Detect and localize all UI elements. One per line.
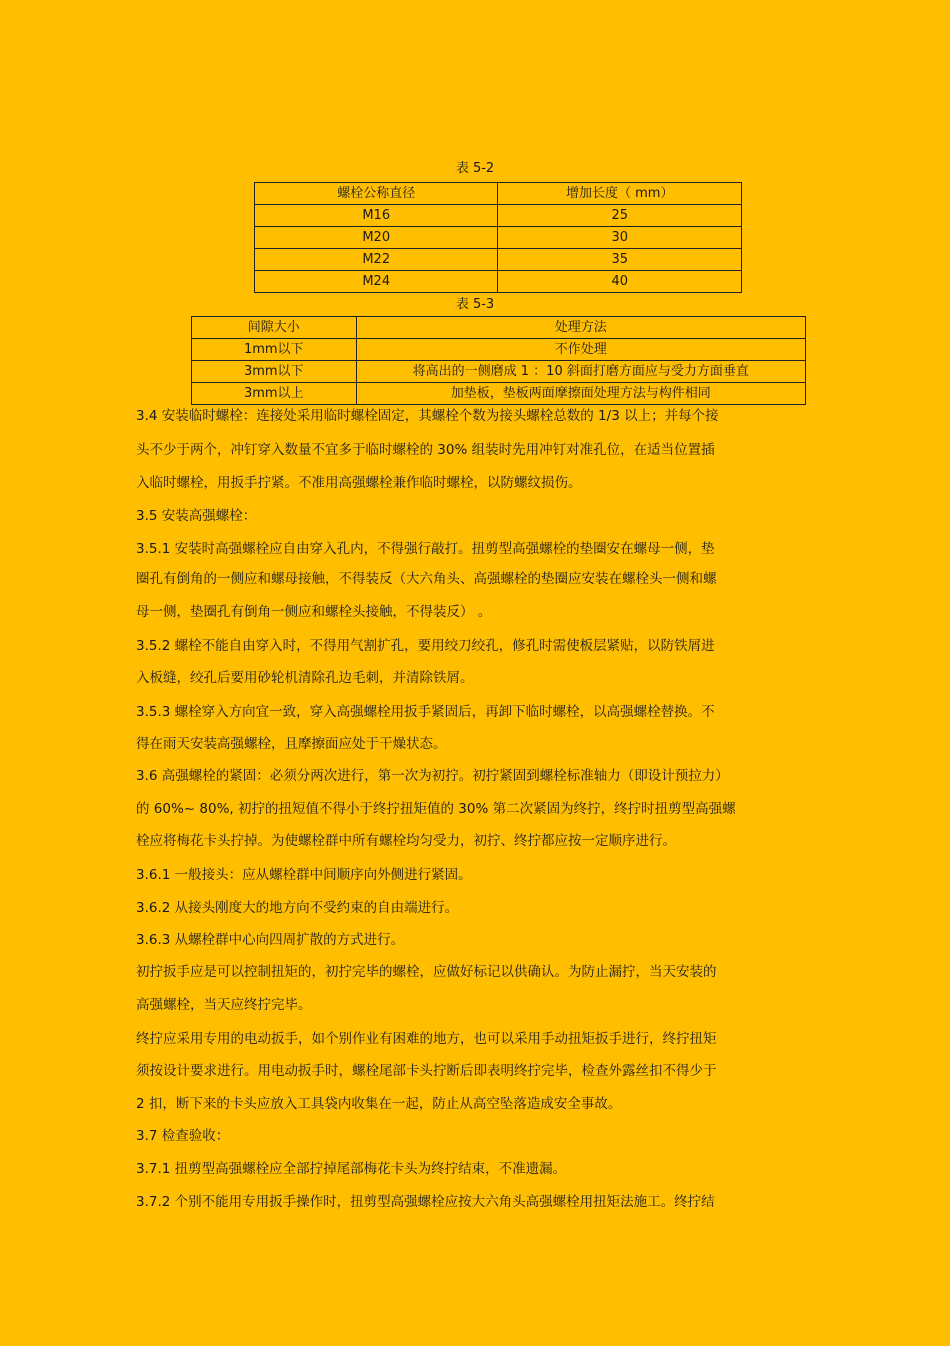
text-line: 栓应将梅花卡头拧掉。为使螺栓群中所有螺栓均匀受力，初拧、终拧都应按一定顺序进行。: [136, 833, 676, 849]
text-line: 入临时螺栓，用扳手拧紧。不准用高强螺栓兼作临时螺栓，以防螺纹损伤。: [136, 475, 582, 491]
table-cell: 1mm以下: [192, 339, 357, 361]
text-line: 圈孔有倒角的一侧应和螺母接触，不得装反（大六角头、高强螺栓的垫圈应安装在螺栓头一侧和螺: [136, 571, 717, 587]
table-cell: M24: [255, 271, 498, 293]
text-line: 3.7.2 个别不能用专用扳手操作时，扭剪型高强螺栓应按大六角头高强螺栓用扭矩法施工。终拧结: [136, 1194, 715, 1210]
text-line: 须按设计要求进行。用电动扳手时，螺栓尾部卡头拧断后即表明终拧完毕，检查外露丝扣不得少于: [136, 1063, 717, 1079]
table-5-2-caption: 表 5-2: [455, 161, 495, 176]
text-line: 3.4 安装临时螺栓：连接处采用临时螺栓固定，其螺栓个数为接头螺栓总数的 1/3 以上；并每个接: [136, 408, 719, 424]
table-cell: 25: [498, 205, 742, 227]
text-line: 入板缝，绞孔后要用砂轮机清除孔边毛刺，并清除铁屑。: [136, 670, 474, 686]
table-cell: 将高出的一侧磨成 1 ：10 斜面打磨方面应与受力方面垂直: [356, 361, 805, 383]
text-line: 2 扣，断下来的卡头应放入工具袋内收集在一起，防止从高空坠落造成安全事故。: [136, 1096, 622, 1112]
table-cell: M22: [255, 249, 498, 271]
text-line: 的 60%~ 80%, 初拧的扭短值不得小于终拧扭矩值的 30% 第二次紧固为终拧，终拧时扭剪型高强螺: [136, 801, 736, 817]
text-line: 母一侧，垫圈孔有倒角一侧应和螺栓头接触，不得装反） 。: [136, 604, 492, 620]
table-header-cell: 螺栓公称直径: [255, 183, 498, 205]
text-line: 初拧扳手应是可以控制扭矩的，初拧完毕的螺栓，应做好标记以供确认。为防止漏拧，当天安装的: [136, 964, 717, 980]
text-line: 3.6 高强螺栓的紧固：必须分两次进行，第一次为初拧。初拧紧固到螺栓标准轴力（即设计预拉力）: [136, 768, 729, 784]
text-line: 3.6.1 一般接头：应从螺栓群中间顺序向外侧进行紧固。: [136, 867, 472, 883]
text-line: 3.6.2 从接头刚度大的地方向不受约束的自由端进行。: [136, 900, 459, 916]
table-cell: 不作处理: [356, 339, 805, 361]
table-5-3-caption: 表 5-3: [455, 297, 495, 312]
text-line: 3.7.1 扭剪型高强螺栓应全部拧掉尾部梅花卡头为终拧结束，不准遗漏。: [136, 1161, 567, 1177]
text-line: 高强螺栓，当天应终拧完毕。: [136, 997, 312, 1013]
text-line: 终拧应采用专用的电动扳手，如个别作业有困难的地方，也可以采用手动扭矩扳手进行，终拧扭矩: [136, 1031, 717, 1047]
table-header-cell: 处理方法: [356, 317, 805, 339]
text-line: 得在雨天安装高强螺栓，且摩擦面应处于干燥状态。: [136, 736, 447, 752]
text-line: 3.6.3 从螺栓群中心向四周扩散的方式进行。: [136, 932, 405, 948]
table-cell: 30: [498, 227, 742, 249]
table-cell: M16: [255, 205, 498, 227]
text-line: 3.5.1 安装时高强螺栓应自由穿入孔内，不得强行敲打。扭剪型高强螺栓的垫圈安在螺母一侧，垫: [136, 541, 715, 557]
text-line: 3.5.3 螺栓穿入方向宜一致，穿入高强螺栓用扳手紧固后，再卸下临时螺栓，以高强螺栓替换。不: [136, 704, 715, 720]
table-cell: 35: [498, 249, 742, 271]
text-line: 3.5 安装高强螺栓：: [136, 508, 257, 524]
table-cell: 3mm以上: [192, 383, 357, 405]
table-cell: 40: [498, 271, 742, 293]
table-cell: 3mm以下: [192, 361, 357, 383]
text-line: 3.7 检查验收：: [136, 1128, 230, 1144]
table-header-cell: 增加长度（ mm）: [498, 183, 742, 205]
table-cell: 加垫板，垫板两面摩擦面处理方法与构件相同: [356, 383, 805, 405]
table-cell: M20: [255, 227, 498, 249]
text-line: 头不少于两个，冲钉穿入数量不宜多于临时螺栓的 30% 组装时先用冲钉对准孔位，在适当位置插: [136, 442, 715, 458]
text-line: 3.5.2 螺栓不能自由穿入时，不得用气割扩孔，要用绞刀绞孔，修孔时需使板层紧贴，以防铁屑进: [136, 638, 715, 654]
table-header-cell: 间隙大小: [192, 317, 357, 339]
